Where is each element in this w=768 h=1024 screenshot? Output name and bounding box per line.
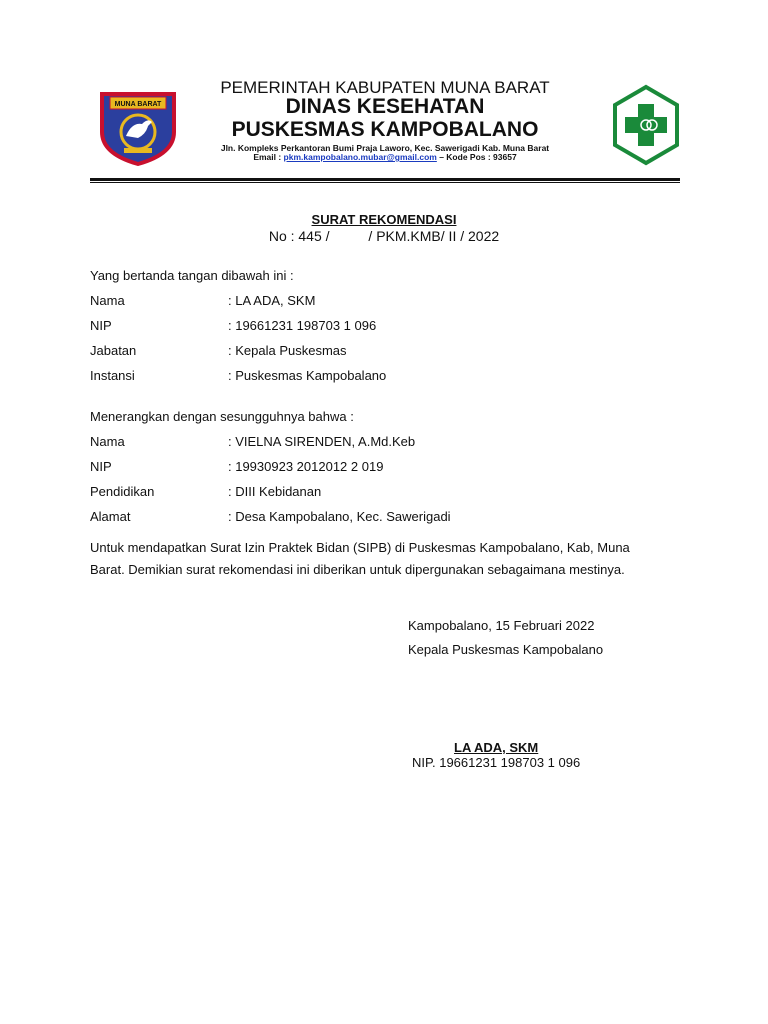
signatory-label-jabatan: Jabatan — [90, 343, 137, 358]
subject-value-alamat: : Desa Kampobalano, Kec. Sawerigadi — [228, 509, 451, 524]
signatory-value-instansi: : Puskesmas Kampobalano — [228, 368, 387, 383]
subject-label-alamat: Alamat — [90, 509, 131, 524]
signature-place-date: Kampobalano, 15 Februari 2022 — [408, 618, 595, 633]
puskesmas-logo — [612, 84, 680, 166]
subject-label-nama: Nama — [90, 434, 125, 449]
signatory-label-nip: NIP — [90, 318, 112, 333]
signatory-intro: Yang bertanda tangan dibawah ini : — [90, 268, 294, 283]
document-title: SURAT REKOMENDASI — [311, 212, 457, 227]
header-divider-thick — [90, 178, 680, 181]
subject-value-pendidikan: : DIII Kebidanan — [228, 484, 322, 499]
header-government: PEMERINTAH KABUPATEN MUNA BARAT — [220, 78, 550, 97]
signatory-label-nama: Nama — [90, 293, 125, 308]
document-number: No : 445 / / PKM.KMB/ II / 2022 — [268, 228, 500, 244]
signature-nip: NIP. 19661231 198703 1 096 — [412, 755, 581, 770]
subject-intro: Menerangkan dengan sesungguhnya bahwa : — [90, 409, 354, 424]
header-divider-thin — [90, 182, 680, 183]
header-department: DINAS KESEHATAN — [285, 95, 485, 118]
subject-value-nama: : VIELNA SIRENDEN, A.Md.Keb — [228, 434, 416, 449]
signature-name: LA ADA, SKM — [454, 740, 539, 755]
signatory-label-instansi: Instansi — [90, 368, 135, 383]
header-institution: PUSKESMAS KAMPOBALANO — [231, 118, 539, 141]
subject-label-nip: NIP — [90, 459, 112, 474]
subject-label-pendidikan: Pendidikan — [90, 484, 155, 499]
email-link[interactable]: pkm.kampobalano.mubar@gmail.com — [283, 152, 437, 162]
subject-value-nip: : 19930923 2012012 2 019 — [228, 459, 384, 474]
signature-position: Kepala Puskesmas Kampobalano — [408, 642, 604, 657]
signatory-value-nip: : 19661231 198703 1 096 — [228, 318, 377, 333]
header-address: Jln. Kompleks Perkantoran Bumi Praja Laworo, Kec. Sawerigadi Kab. Muna Barat — [220, 143, 550, 153]
closing-paragraph-line-1: Untuk mendapatkan Surat Izin Praktek Bidan (SIPB) di Puskesmas Kampobalano, Kab, Muna — [90, 540, 630, 555]
muna-barat-logo — [96, 88, 180, 166]
email-label: Email : — [253, 152, 284, 162]
logo-banner-text: MUNA BARAT — [114, 101, 162, 108]
postal-code: – Kode Pos : 93657 — [436, 152, 517, 162]
signatory-value-nama: : LA ADA, SKM — [228, 293, 316, 308]
closing-paragraph-line-2: Barat. Demikian surat rekomendasi ini diberikan untuk dipergunakan sebagaimana mestinya. — [90, 562, 625, 577]
signatory-value-jabatan: : Kepala Puskesmas — [228, 343, 347, 358]
header-contact — [190, 152, 580, 162]
